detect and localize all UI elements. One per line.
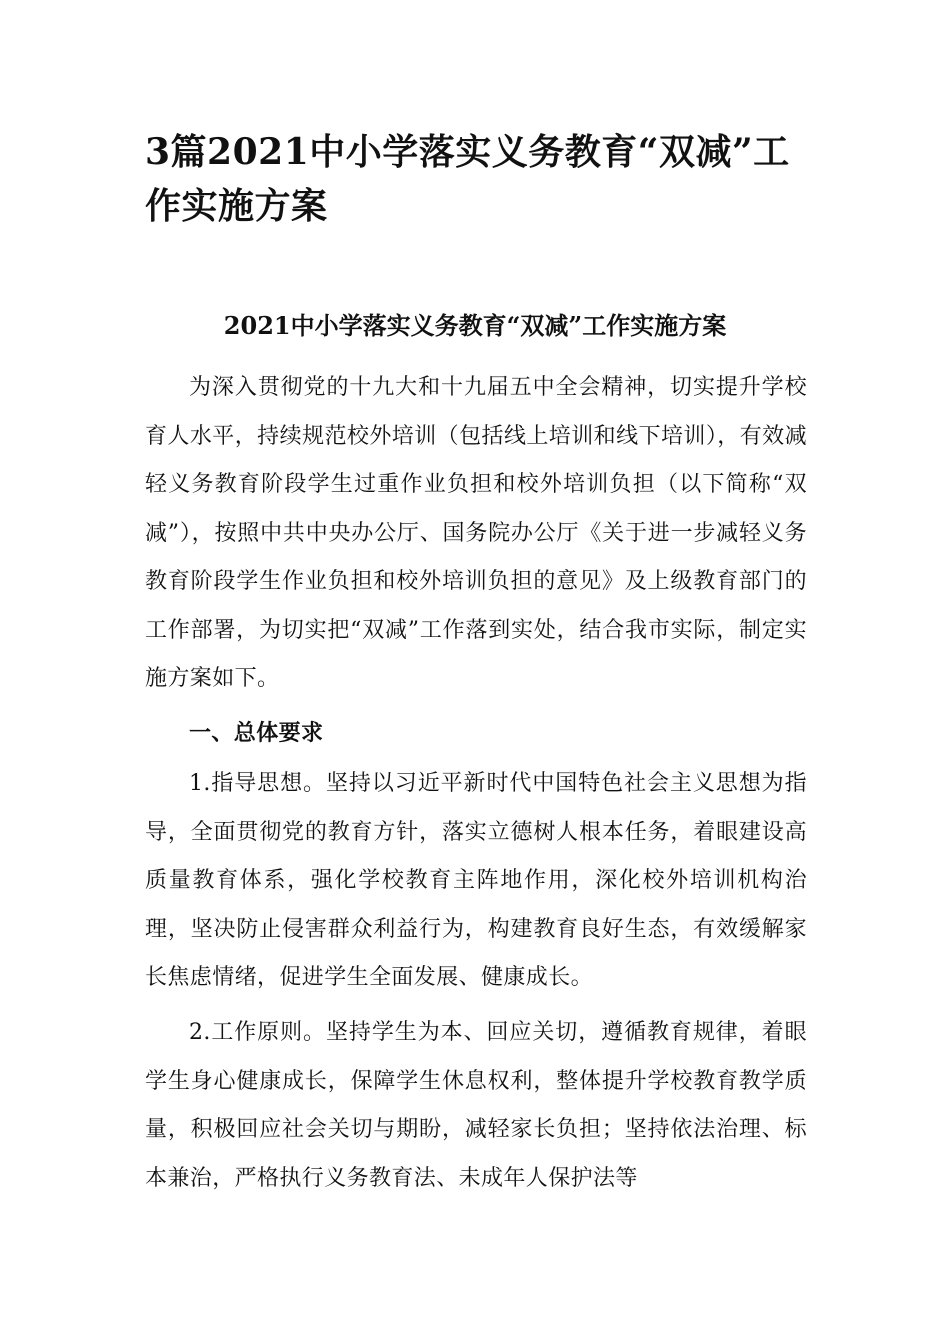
document-subtitle: 2021中小学落实义务教育“双减”工作实施方案 — [223, 311, 727, 340]
intro-paragraph: 为深入贯彻党的十九大和十九届五中全会精神，切实提升学校育人水平，持续规范校外培训（包括线上培训和线下培训），有效减轻义务教育阶段学生过重作业负担和校外培训负担（以下简称“双减”），按照中共中央办公厅、国务院办公厅《关于进一步减轻义务教育阶段学生作业负担和校外培训负担的意见》及上级教育部门的工作部署，为切实把“双减”工作落到实处，结合我市实际，制定实施方案如下。 — [145, 375, 807, 691]
work-principles-paragraph: 2.工作原则。坚持学生为本、回应关切，遵循教育规律，着眼学生身心健康成长，保障学生休息权利，整体提升学校教育教学质量，积极回应社会关切与期盼，减轻家长负担；坚持依法治理、标本兼治，严格执行义务教育法、未成年人保护法等 — [145, 1020, 807, 1191]
guiding-thought-paragraph: 1.指导思想。坚持以习近平新时代中国特色社会主义思想为指导，全面贯彻党的教育方针，落实立德树人根本任务，着眼建设高质量教育体系，强化学校教育主阵地作用，深化校外培训机构治理，坚决防止侵害群众利益行为，构建教育良好生态，有效缓解家长焦虑情绪，促进学生全面发展、健康成长。 — [145, 771, 807, 990]
section-heading: 一、总体要求 — [189, 720, 324, 746]
document-title: 3篇2021中小学落实义务教育“双减”工作实施方案 — [145, 131, 790, 227]
